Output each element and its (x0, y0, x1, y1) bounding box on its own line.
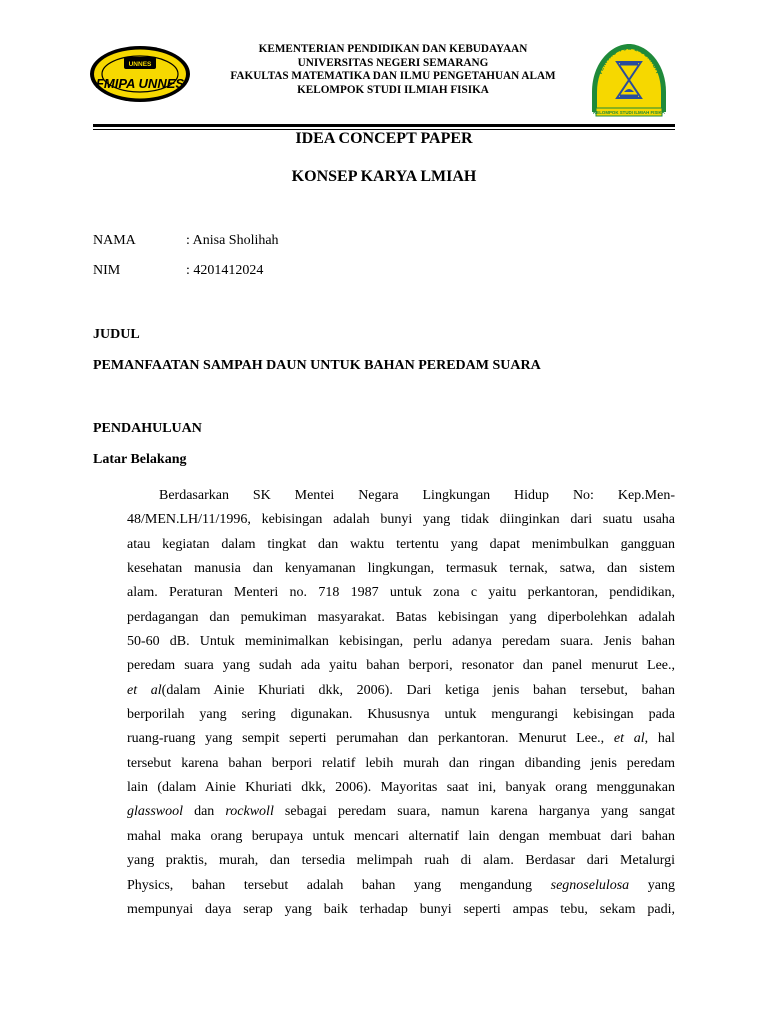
subsection-heading: Latar Belakang (93, 452, 187, 467)
paragraph-line: mempunyai daya serap yang baik terhadap bunyi seperti ampas tebu, sekam padi, (127, 901, 675, 917)
paragraph-line: lain (dalam Ainie Khuriati dkk, 2006). Mayoritas saat ini, banyak orang menggunakan (127, 780, 675, 796)
field-label: NAMA (93, 233, 136, 248)
letterhead-text (188, 43, 598, 97)
judul-text: PEMANFAATAN SAMPAH DAUN UNTUK BAHAN PEREDAM SUARA (93, 358, 541, 373)
document-title: IDEA CONCEPT PAPER (295, 130, 473, 147)
paragraph-line: atau kegiatan dalam tingkat dan waktu tertentu yang dapat menimbulkan gangguan (127, 536, 675, 552)
field-value: : 4201412024 (186, 263, 264, 278)
paragraph-line: kesehatan manusia dan kenyamanan lingkungan, termasuk ternak, satwa, dan sistem (127, 561, 675, 577)
paragraph-line: perdagangan dan pemukiman masyarakat. Batas kebisingan yang diperbolehkan adalah (127, 609, 675, 625)
paragraph-line: 48/MEN.LH/11/1996, kebisingan adalah bunyi yang tidak diinginkan dari suatu usaha (127, 512, 675, 528)
document-subtitle: KONSEP KARYA LMIAH (291, 168, 477, 185)
judul-heading: JUDUL (93, 327, 140, 342)
left-logo-text: FMIPA UNNES (95, 76, 185, 91)
letterhead-line: KEMENTERIAN PENDIDIKAN DAN KEBUDAYAAN (258, 43, 528, 55)
paragraph-line: yang praktis, murah, dan tersedia melimpah ruah di alam. Berdasar dari Metalurgi (127, 853, 675, 869)
letterhead-rule-thick (93, 124, 675, 127)
paragraph-line: mahal maka orang berupaya untuk mencari alternatif lain dengan membuat dari bahan (127, 828, 675, 844)
right-logo-banner: KELOMPOK STUDI ILMIAH FISIKA (593, 110, 665, 115)
fmipa-unnes-logo (88, 44, 192, 104)
paragraph-line: berporilah yang sering digunakan. Khususnya untuk mengurangi kebisingan pada (127, 707, 675, 723)
paragraph-line: peredam suara yang sudah ada yaitu bahan berpori, resonator dan panel menurut Lee., (127, 658, 675, 674)
paragraph-line: ruang-ruang yang sempit seperti perumahan dan perkantoran. Menurut Lee., et al, hal (127, 731, 675, 747)
paragraph-line: alam. Peraturan Menteri no. 718 1987 untuk zona c yaitu perkantoran, pendidikan, (127, 585, 675, 601)
paragraph-line: glasswool dan rockwoll sebagai peredam suara, namun karena harganya yang sangat (127, 804, 675, 820)
paragraph-line: tersebut karena bahan berpori relatif lebih murah dan ringan dibanding jenis peredam (127, 755, 675, 771)
field-value: : Anisa Sholihah (186, 233, 279, 248)
letterhead-line: FAKULTAS MATEMATIKA DAN ILMU PENGETAHUAN ALAM (230, 70, 556, 83)
body-paragraph (127, 484, 675, 922)
paragraph-line: 50-60 dB. Untuk meminimalkan kebisingan, perlu adanya peredam suara. Jenis bahan (127, 634, 675, 650)
paragraph-line: Physics, bahan tersebut adalah bahan yang mengandung segnoselulosa yang (127, 877, 675, 893)
left-logo-badge-text: UNNES (128, 61, 152, 68)
section-heading: PENDAHULUAN (93, 421, 202, 436)
field-label: NIM (93, 263, 121, 278)
letterhead-line: KELOMPOK STUDI ILMIAH FISIKA (297, 83, 489, 96)
letterhead-line: UNIVERSITAS NEGERI SEMARANG (297, 56, 489, 69)
paragraph-line: et al(dalam Ainie Khuriati dkk, 2006). Dari ketiga jenis bahan tersebut, bahan (127, 682, 675, 698)
ksif-logo (584, 42, 674, 122)
right-logo-motto: VERITAS VOS LIBERABIT (597, 45, 661, 76)
paragraph-line: Berdasarkan SK Mentei Negara Lingkungan Hidup No: Kep.Men- (159, 488, 675, 503)
